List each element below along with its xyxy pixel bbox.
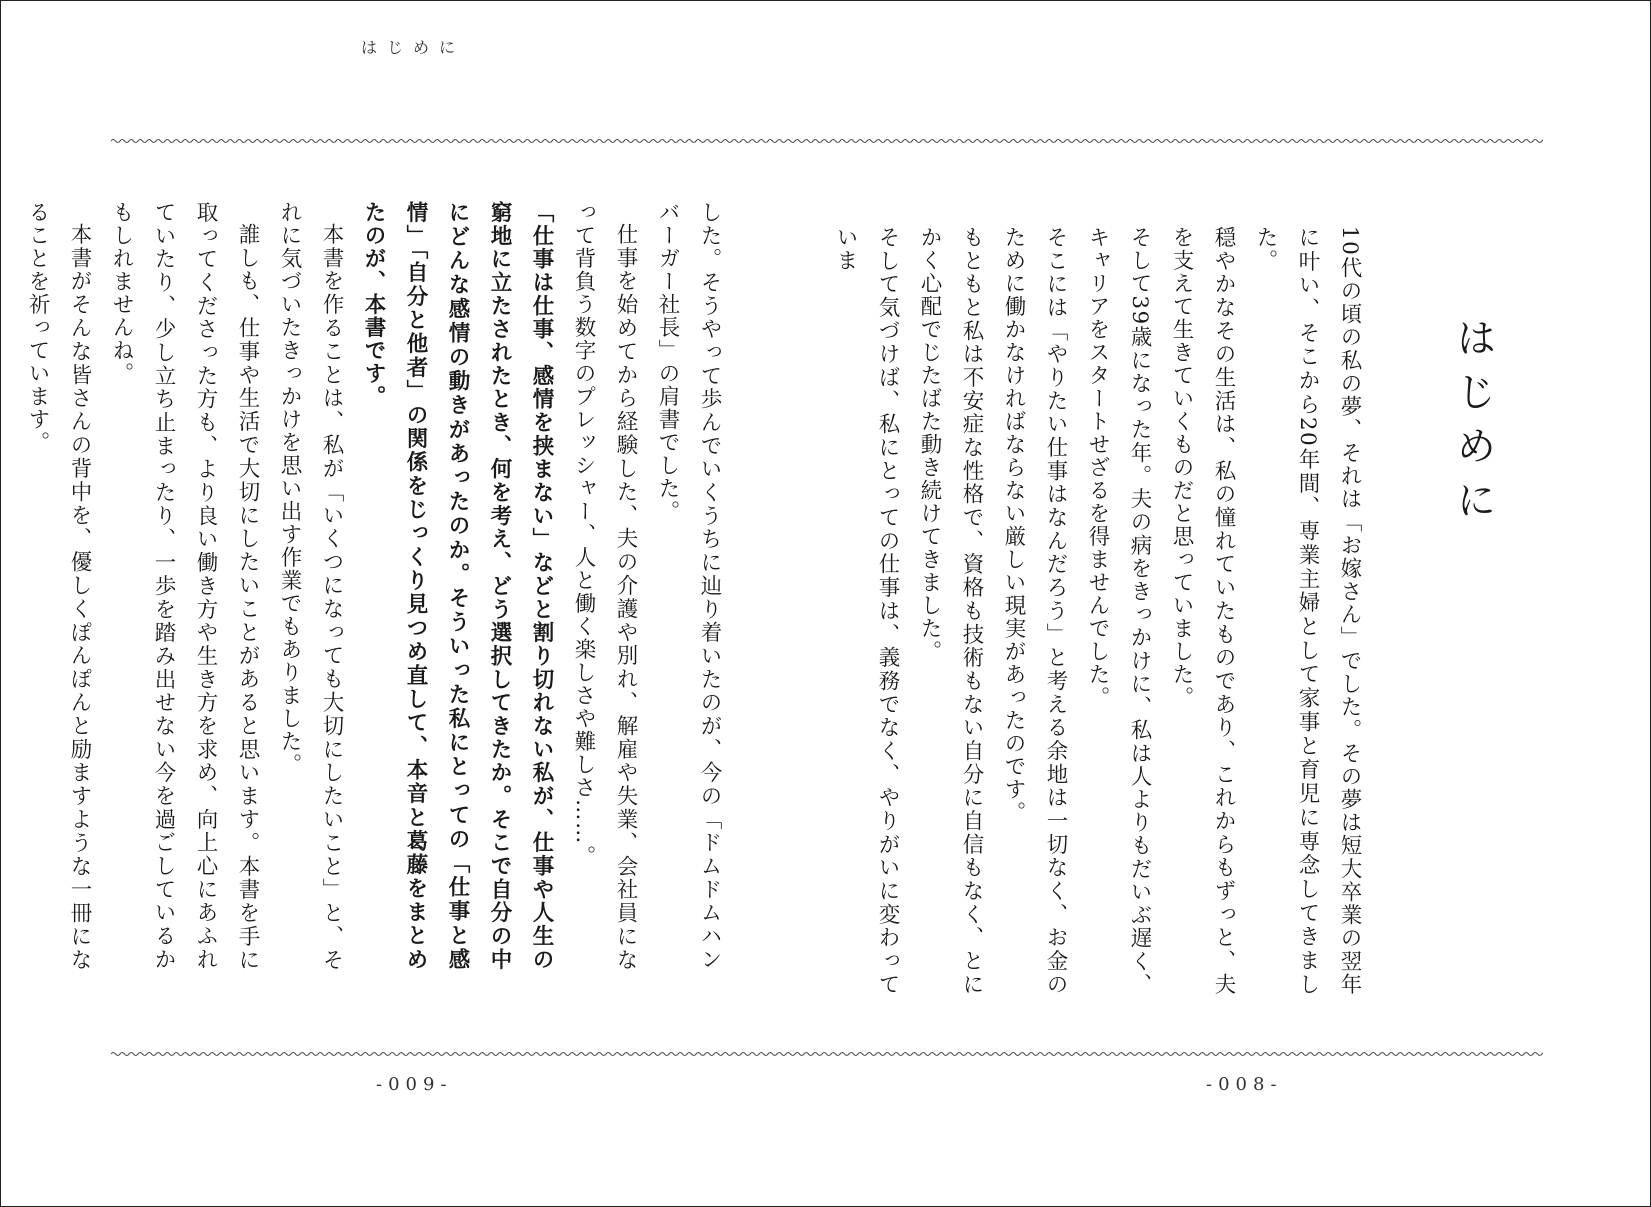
paragraph: そこには「やりたい仕事はなんだろう」と考える余地は一切なく、お金のために働かなければならない厳しい現実があったのです。 xyxy=(1001,226,1068,996)
bold-paragraph: 「仕事は仕事、感情を挟まない」などと割り切れない私が、仕事や人生の窮地に立たされたとき、何を考え、どう選択してきたか。そこで自分の中にどんな感情の動きがあったのか。そういった私にとっての「仕事と感情」「自分と他者」の関係をじっくり見つめ直して、本音と葛藤をまとめたのが、本書です。 xyxy=(361,201,554,971)
page-number-right: -008- xyxy=(1206,1074,1283,1095)
page-number-left: -009- xyxy=(376,1074,453,1095)
paragraph: もともと私は不安症な性格で、資格も技術もない自分に自信もなく、とにかく心配でじたばた動き続けてきました。 xyxy=(917,226,984,996)
chapter-title: はじめに xyxy=(1450,317,1496,533)
paragraph: 仕事を始めてから経験した、夫の介護や別れ、解雇や失業、会社員になって背負う数字のプレッシャー、人と働く楽しさや難しさ……。 xyxy=(571,201,638,971)
wave-line xyxy=(111,1053,1543,1056)
paragraph: 本書を作ることは、私が「いくつになっても大切にしたいこと」と、それに気づいたきっかけを思い出す作業でもありました。 xyxy=(277,201,344,971)
paragraph: そして気づけば、私にとっての仕事は、義務でなく、やりがいに変わっていま xyxy=(833,226,900,996)
paragraph: 本書がそんな皆さんの背中を、優しくぽんぽんと励ますような一冊になることを祈っています。 xyxy=(25,201,92,971)
paragraph: した。そうやって歩んでいくうちに辿り着いたのが、今の「ドムドムハンバーガー社長」の肩書でした。 xyxy=(655,201,722,971)
left-page-body xyxy=(25,201,730,971)
paragraph: 10代の頃の私の夢、それは「お嫁さん」でした。その夢は短大卒業の翌年に叶い、そこから20年間、専業主婦として家事と育児に専念してきました。 xyxy=(1253,226,1362,996)
paragraph: そして39歳になった年。夫の病をきっかけに、私は人よりもだいぶ遅く、キャリアをスタートせざるを得ませんでした。 xyxy=(1085,226,1152,996)
paragraph: 誰しも、仕事や生活で大切にしたいことがあると思います。本書を手に取ってくださった方も、より良い働き方や生き方を求め、向上心にあふれていたり、少し立ち止まったり、一歩を踏み出せない今を過ごしているかもしれませんね。 xyxy=(109,201,260,971)
paragraph: 穏やかなその生活は、私の憧れていたものであり、これからもずっと、夫を支えて生きていくものだと思っていました。 xyxy=(1169,226,1236,996)
bottom-wave-rule xyxy=(111,1048,1543,1060)
top-wave-rule xyxy=(111,135,1543,147)
wave-line xyxy=(111,140,1543,143)
running-head: はじめに xyxy=(361,38,466,57)
